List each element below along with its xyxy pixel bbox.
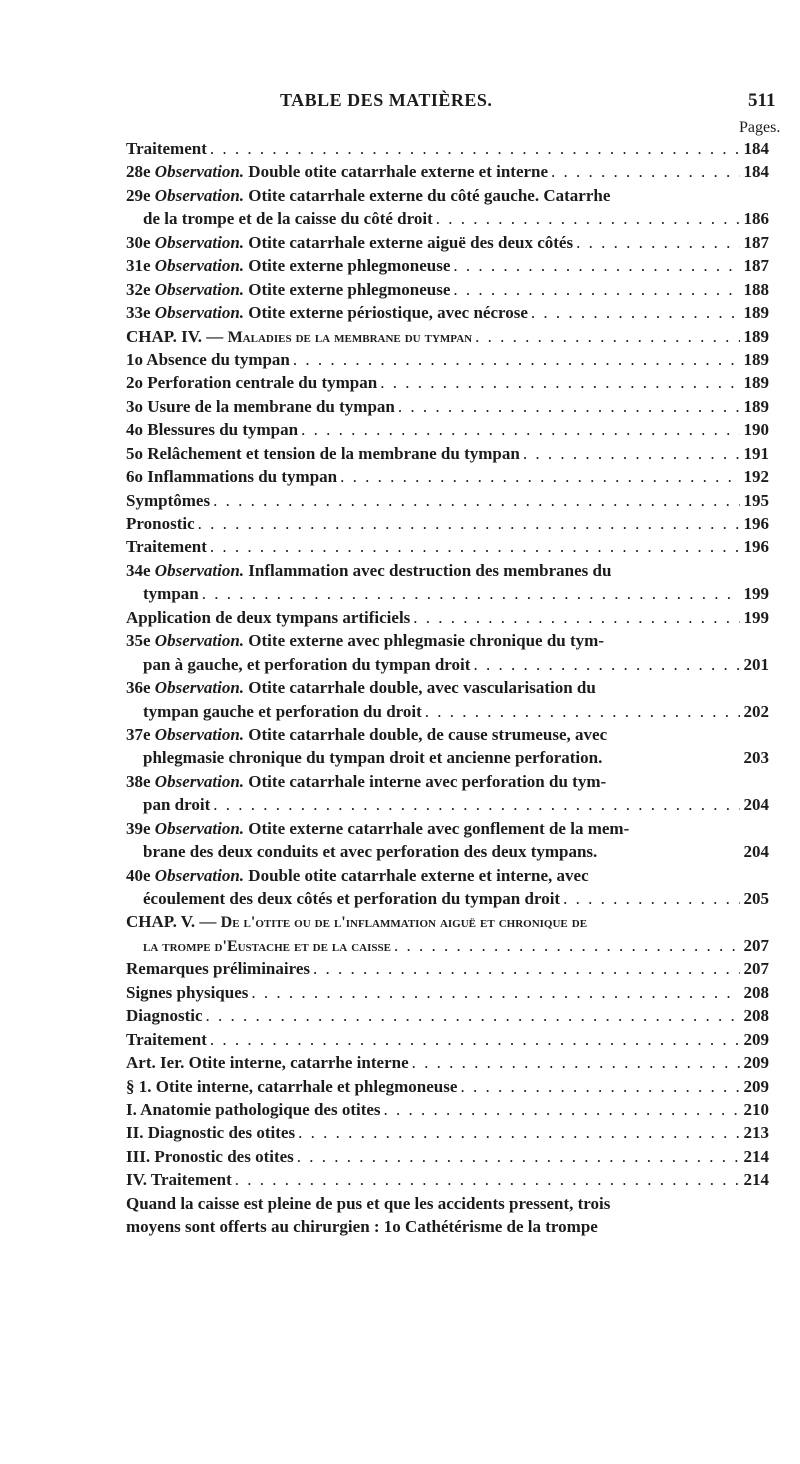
chapter-heading: la trompe d'Eustache et de la caisse bbox=[143, 937, 391, 955]
dot-leader bbox=[293, 348, 740, 371]
observation-label: Observation. bbox=[154, 818, 245, 838]
dot-leader bbox=[213, 793, 740, 816]
observation-label: Observation. bbox=[154, 724, 245, 744]
page-number: 196 bbox=[743, 537, 769, 557]
entry-text: Double otite catarrhale externe et interne bbox=[248, 162, 549, 182]
page-number: 189 bbox=[743, 303, 769, 323]
entry-text: Traitement bbox=[126, 139, 207, 158]
dot-leader bbox=[425, 700, 740, 723]
page-number: 209 bbox=[743, 1053, 769, 1073]
entry-text: Traitement bbox=[126, 1029, 207, 1049]
dot-leader bbox=[412, 1051, 740, 1074]
entry-text: Otite catarrhale externe aiguë des deux côtés bbox=[248, 232, 574, 252]
toc-entry-text bbox=[126, 278, 450, 301]
toc-entry bbox=[126, 254, 769, 277]
toc-entry-text bbox=[143, 840, 597, 863]
entry-text: Diagnostic bbox=[126, 1006, 203, 1026]
toc-entry bbox=[126, 1075, 769, 1098]
toc-entry bbox=[126, 840, 769, 863]
entry-text: § 1. Otite interne, catarrhale et phlegmoneuse bbox=[126, 1076, 458, 1096]
toc-entry-text bbox=[126, 348, 290, 371]
observation-label: Observation. bbox=[154, 560, 245, 580]
toc-entry bbox=[126, 817, 769, 840]
observation-label: Observation. bbox=[154, 162, 245, 182]
toc-entry bbox=[126, 207, 769, 230]
toc-entry-text bbox=[126, 301, 528, 324]
toc-entry bbox=[126, 910, 769, 933]
entry-text: Otite interne, catarrhe interne bbox=[188, 1053, 409, 1073]
dot-leader bbox=[531, 301, 740, 324]
toc-entry-text bbox=[126, 137, 207, 160]
entry-text: Otite externe phlegmoneuse bbox=[248, 279, 451, 299]
page-number: 214 bbox=[743, 1170, 769, 1190]
entry-text: Signes physiques bbox=[126, 982, 249, 1002]
toc-entry-text bbox=[143, 793, 210, 816]
toc-entry bbox=[126, 442, 769, 465]
page-number: 189 bbox=[743, 373, 769, 393]
entry-text: 6o Inflammations du tympan bbox=[126, 467, 338, 487]
entry-text: Pronostic bbox=[126, 514, 195, 533]
toc-entry-text bbox=[143, 934, 391, 958]
page-number: 204 bbox=[743, 842, 769, 862]
observation-label: Observation. bbox=[154, 865, 245, 885]
dot-leader bbox=[394, 934, 740, 957]
pages-column-label: Pages. bbox=[739, 119, 781, 136]
folio-number: 511 bbox=[748, 90, 776, 111]
toc-entry bbox=[126, 676, 769, 699]
observation-label: Observation. bbox=[154, 631, 245, 651]
observation-label: Observation. bbox=[154, 256, 245, 276]
page-number: 189 bbox=[743, 396, 769, 416]
entry-text: I. Anatomie pathologique des otites bbox=[126, 1099, 381, 1119]
observation-number: 37e bbox=[126, 724, 151, 744]
entry-text: pan droit bbox=[143, 795, 211, 815]
chapter-heading: De l'otite ou de l'inflammation aiguë et chronique de bbox=[220, 914, 588, 932]
entry-text: Traitement bbox=[126, 537, 207, 557]
observation-number: 28e bbox=[126, 162, 151, 182]
toc-entry bbox=[126, 746, 769, 769]
dot-leader bbox=[384, 1098, 740, 1121]
dot-leader bbox=[460, 1075, 740, 1098]
chapter-heading: Maladies de la membrane du tympan bbox=[227, 328, 473, 346]
dot-leader bbox=[398, 395, 740, 418]
toc-entry bbox=[126, 793, 769, 816]
toc-entry-text bbox=[126, 910, 587, 934]
dot-leader bbox=[413, 606, 740, 629]
observation-label: Observation. bbox=[154, 303, 245, 323]
chapter-label: CHAP. V. — bbox=[126, 912, 217, 932]
entry-text: Otite externe périostique, avec nécrose bbox=[248, 303, 528, 323]
toc-entry bbox=[126, 325, 769, 348]
dot-leader bbox=[297, 1145, 740, 1168]
toc-entry bbox=[126, 887, 769, 910]
toc-entry-text bbox=[143, 887, 560, 910]
observation-number: 31e bbox=[126, 256, 151, 276]
toc-entry-text bbox=[126, 184, 610, 207]
entry-text: tympan gauche et perforation du droit bbox=[143, 701, 422, 721]
toc-entry-text bbox=[126, 254, 450, 277]
toc-entry-text bbox=[126, 231, 573, 254]
toc-entry bbox=[126, 723, 769, 746]
toc-entry-text bbox=[126, 1004, 203, 1027]
entry-text: Otite catarrhale interne avec perforation du tym- bbox=[248, 771, 607, 791]
entry-text: Otite externe catarrhale avec gonflement de la mem- bbox=[248, 818, 630, 838]
entry-text: Otite catarrhale double, avec vascularisation du bbox=[248, 678, 596, 698]
entry-text: tympan bbox=[143, 584, 199, 604]
chapter-label: Art. Ier. bbox=[126, 1053, 185, 1073]
page-number: 209 bbox=[743, 1076, 769, 1096]
toc-entry bbox=[126, 629, 769, 652]
page-number: 186 bbox=[743, 209, 769, 229]
toc-entry-text bbox=[126, 395, 395, 418]
observation-number: 36e bbox=[126, 678, 151, 698]
toc-entry bbox=[126, 395, 769, 418]
dot-leader bbox=[313, 957, 740, 980]
toc-entry bbox=[126, 1145, 769, 1168]
dot-leader bbox=[340, 465, 740, 488]
toc-entry-text bbox=[126, 864, 589, 887]
entry-text: de la trompe et de la caisse du côté droit bbox=[143, 209, 433, 229]
toc-entry-text bbox=[126, 957, 310, 980]
toc-entry-text bbox=[126, 442, 520, 465]
toc-entry-text bbox=[126, 770, 606, 793]
observation-number: 32e bbox=[126, 279, 151, 299]
toc-entry bbox=[126, 957, 769, 980]
dot-leader bbox=[380, 371, 740, 394]
entry-text: Inflammation avec destruction des membranes du bbox=[248, 560, 612, 580]
entry-text: 4o Blessures du tympan bbox=[126, 420, 299, 440]
toc-entry bbox=[126, 653, 769, 676]
toc-entry-text bbox=[126, 160, 548, 183]
toc-entry-text bbox=[126, 1192, 610, 1215]
toc-entry bbox=[126, 160, 769, 183]
toc-entry bbox=[126, 535, 769, 558]
toc-entry bbox=[126, 606, 769, 629]
page-number: 191 bbox=[743, 443, 769, 463]
page-number: 208 bbox=[743, 982, 769, 1002]
observation-number: 34e bbox=[126, 560, 151, 580]
toc-entry-text bbox=[126, 817, 629, 840]
entry-text: Remarques préliminaires bbox=[126, 959, 310, 979]
dot-leader bbox=[210, 137, 740, 160]
toc-entry-text bbox=[126, 1121, 295, 1144]
dot-leader bbox=[453, 278, 740, 301]
entry-text: 2o Perforation centrale du tympan bbox=[126, 373, 378, 393]
entry-text: pan à gauche, et perforation du tympan droit bbox=[143, 654, 471, 674]
dot-leader bbox=[576, 231, 740, 254]
dot-leader bbox=[251, 981, 740, 1004]
toc-entry bbox=[126, 559, 769, 582]
entry-text: Double otite catarrhale externe et interne, avec bbox=[248, 865, 589, 885]
toc-entry-text bbox=[126, 465, 337, 488]
entry-text: II. Diagnostic des otites bbox=[126, 1123, 296, 1143]
dot-leader bbox=[198, 512, 740, 535]
entry-text: brane des deux conduits et avec perforation des deux tympans. bbox=[143, 842, 598, 862]
page-number: 202 bbox=[743, 701, 769, 721]
page-number: 201 bbox=[743, 654, 769, 674]
toc-entry-text bbox=[126, 1028, 207, 1051]
toc-entry-text bbox=[126, 1098, 381, 1121]
chapter-label: CHAP. IV. — bbox=[126, 326, 224, 346]
toc-entry-text bbox=[126, 1168, 232, 1191]
toc-entry bbox=[126, 489, 769, 512]
observation-label: Observation. bbox=[154, 678, 245, 698]
entry-text: IV. Traitement bbox=[126, 1170, 232, 1190]
toc-entry bbox=[126, 1121, 769, 1144]
observation-number: 29e bbox=[126, 185, 151, 205]
observation-number: 38e bbox=[126, 771, 151, 791]
toc-entry bbox=[126, 278, 769, 301]
toc-entry bbox=[126, 418, 769, 441]
toc-entry bbox=[126, 371, 769, 394]
toc-entry-text bbox=[126, 325, 472, 349]
entry-text: 1o Absence du tympan bbox=[126, 349, 290, 369]
toc-entry-text bbox=[126, 1145, 294, 1168]
toc-entry-text bbox=[126, 981, 248, 1004]
toc-entry bbox=[126, 137, 769, 160]
entry-text: 3o Usure de la membrane du tympan bbox=[126, 396, 395, 416]
toc-entry-text bbox=[126, 676, 596, 699]
dot-leader bbox=[473, 653, 740, 676]
page-number: 208 bbox=[743, 1006, 769, 1026]
entry-text: phlegmasie chronique du tympan droit et ancienne perforation. bbox=[143, 748, 603, 768]
dot-leader bbox=[210, 535, 740, 558]
dot-leader bbox=[453, 254, 740, 277]
dot-leader bbox=[206, 1004, 741, 1027]
page-number: 184 bbox=[743, 139, 769, 158]
page-number: 213 bbox=[743, 1123, 769, 1143]
entry-text: 5o Relâchement et tension de la membrane du tympan bbox=[126, 443, 520, 463]
dot-leader bbox=[301, 418, 740, 441]
toc-entry-text bbox=[126, 371, 377, 394]
page-number: 210 bbox=[743, 1099, 769, 1119]
toc-entry bbox=[126, 184, 769, 207]
page-number: 199 bbox=[743, 607, 769, 627]
observation-number: 40e bbox=[126, 865, 151, 885]
toc-entry-text bbox=[126, 1215, 598, 1238]
table-of-contents bbox=[126, 137, 769, 1239]
toc-entry bbox=[126, 301, 769, 324]
toc-entry bbox=[126, 1215, 769, 1238]
observation-label: Observation. bbox=[154, 771, 245, 791]
page-number: 188 bbox=[743, 279, 769, 299]
dot-leader bbox=[213, 489, 740, 512]
entry-text: Otite externe phlegmoneuse bbox=[248, 256, 451, 276]
observation-number: 33e bbox=[126, 303, 151, 323]
toc-entry-text bbox=[143, 207, 433, 230]
entry-text: Quand la caisse est pleine de pus et que les accidents pressent, trois bbox=[126, 1193, 611, 1213]
page-number: 207 bbox=[743, 935, 769, 955]
toc-entry-text bbox=[126, 629, 604, 652]
dot-leader bbox=[298, 1121, 740, 1144]
toc-entry-text bbox=[126, 535, 207, 558]
page-number: 205 bbox=[743, 889, 769, 908]
page-number: 209 bbox=[743, 1029, 769, 1049]
toc-entry-text bbox=[126, 512, 195, 535]
toc-entry bbox=[126, 1051, 769, 1074]
toc-entry-text bbox=[143, 746, 602, 769]
toc-entry-text bbox=[126, 418, 298, 441]
toc-entry bbox=[126, 864, 769, 887]
toc-entry-text bbox=[126, 1051, 409, 1074]
page-number: 204 bbox=[743, 795, 769, 815]
entry-text: Otite catarrhale externe du côté gauche. Catarrhe bbox=[248, 185, 611, 205]
entry-text: III. Pronostic des otites bbox=[126, 1146, 294, 1166]
toc-entry-text bbox=[126, 559, 611, 582]
entry-text: Symptômes bbox=[126, 490, 211, 510]
entry-text: Application de deux tympans artificiels bbox=[126, 607, 411, 627]
toc-entry-text bbox=[143, 700, 422, 723]
toc-entry bbox=[126, 1098, 769, 1121]
toc-entry bbox=[126, 1004, 769, 1027]
page-number: 187 bbox=[743, 232, 769, 252]
toc-entry-text bbox=[143, 653, 470, 676]
dot-leader bbox=[563, 887, 740, 910]
toc-entry bbox=[126, 700, 769, 723]
toc-entry bbox=[126, 1192, 769, 1215]
toc-entry bbox=[126, 1028, 769, 1051]
entry-text: Otite catarrhale double, de cause strumeuse, avec bbox=[248, 724, 608, 744]
dot-leader bbox=[210, 1028, 740, 1051]
page-number: 196 bbox=[743, 514, 769, 533]
observation-number: 30e bbox=[126, 232, 151, 252]
entry-text: écoulement des deux côtés et perforation du tympan droit bbox=[143, 889, 561, 908]
observation-label: Observation. bbox=[154, 232, 245, 252]
entry-text: moyens sont offerts au chirurgien : 1o Cathétérisme de la trompe bbox=[126, 1217, 598, 1237]
toc-entry bbox=[126, 582, 769, 605]
toc-entry bbox=[126, 348, 769, 371]
toc-entry-text bbox=[126, 489, 210, 512]
page-number: 187 bbox=[743, 256, 769, 276]
dot-leader bbox=[475, 325, 740, 348]
running-title: TABLE DES MATIÈRES. bbox=[280, 90, 493, 110]
toc-entry-text bbox=[126, 1075, 457, 1098]
dot-leader bbox=[551, 160, 740, 183]
toc-entry bbox=[126, 465, 769, 488]
toc-entry bbox=[126, 231, 769, 254]
dot-leader bbox=[523, 442, 740, 465]
page-number: 195 bbox=[743, 490, 769, 510]
page-number: 207 bbox=[743, 959, 769, 979]
observation-number: 39e bbox=[126, 818, 151, 838]
toc-entry bbox=[126, 981, 769, 1004]
page-number: 192 bbox=[743, 467, 769, 487]
toc-entry-text bbox=[143, 582, 199, 605]
dot-leader bbox=[235, 1168, 740, 1191]
toc-entry bbox=[126, 934, 769, 957]
page-number: 189 bbox=[743, 349, 769, 369]
toc-entry-text bbox=[126, 606, 410, 629]
toc-entry bbox=[126, 1168, 769, 1191]
observation-label: Observation. bbox=[154, 279, 245, 299]
dot-leader bbox=[436, 207, 740, 230]
page-number: 203 bbox=[743, 748, 769, 768]
entry-text: Otite externe avec phlegmasie chronique du tym- bbox=[248, 631, 604, 651]
observation-label: Observation. bbox=[154, 185, 245, 205]
page-number: 190 bbox=[743, 420, 769, 440]
page-number: 214 bbox=[743, 1146, 769, 1166]
toc-entry-text bbox=[126, 723, 607, 746]
page-number: 184 bbox=[743, 162, 769, 182]
dot-leader bbox=[202, 582, 740, 605]
toc-entry bbox=[126, 512, 769, 535]
observation-number: 35e bbox=[126, 631, 151, 651]
toc-entry bbox=[126, 770, 769, 793]
page-number: 199 bbox=[743, 584, 769, 604]
page-number: 189 bbox=[743, 326, 769, 346]
